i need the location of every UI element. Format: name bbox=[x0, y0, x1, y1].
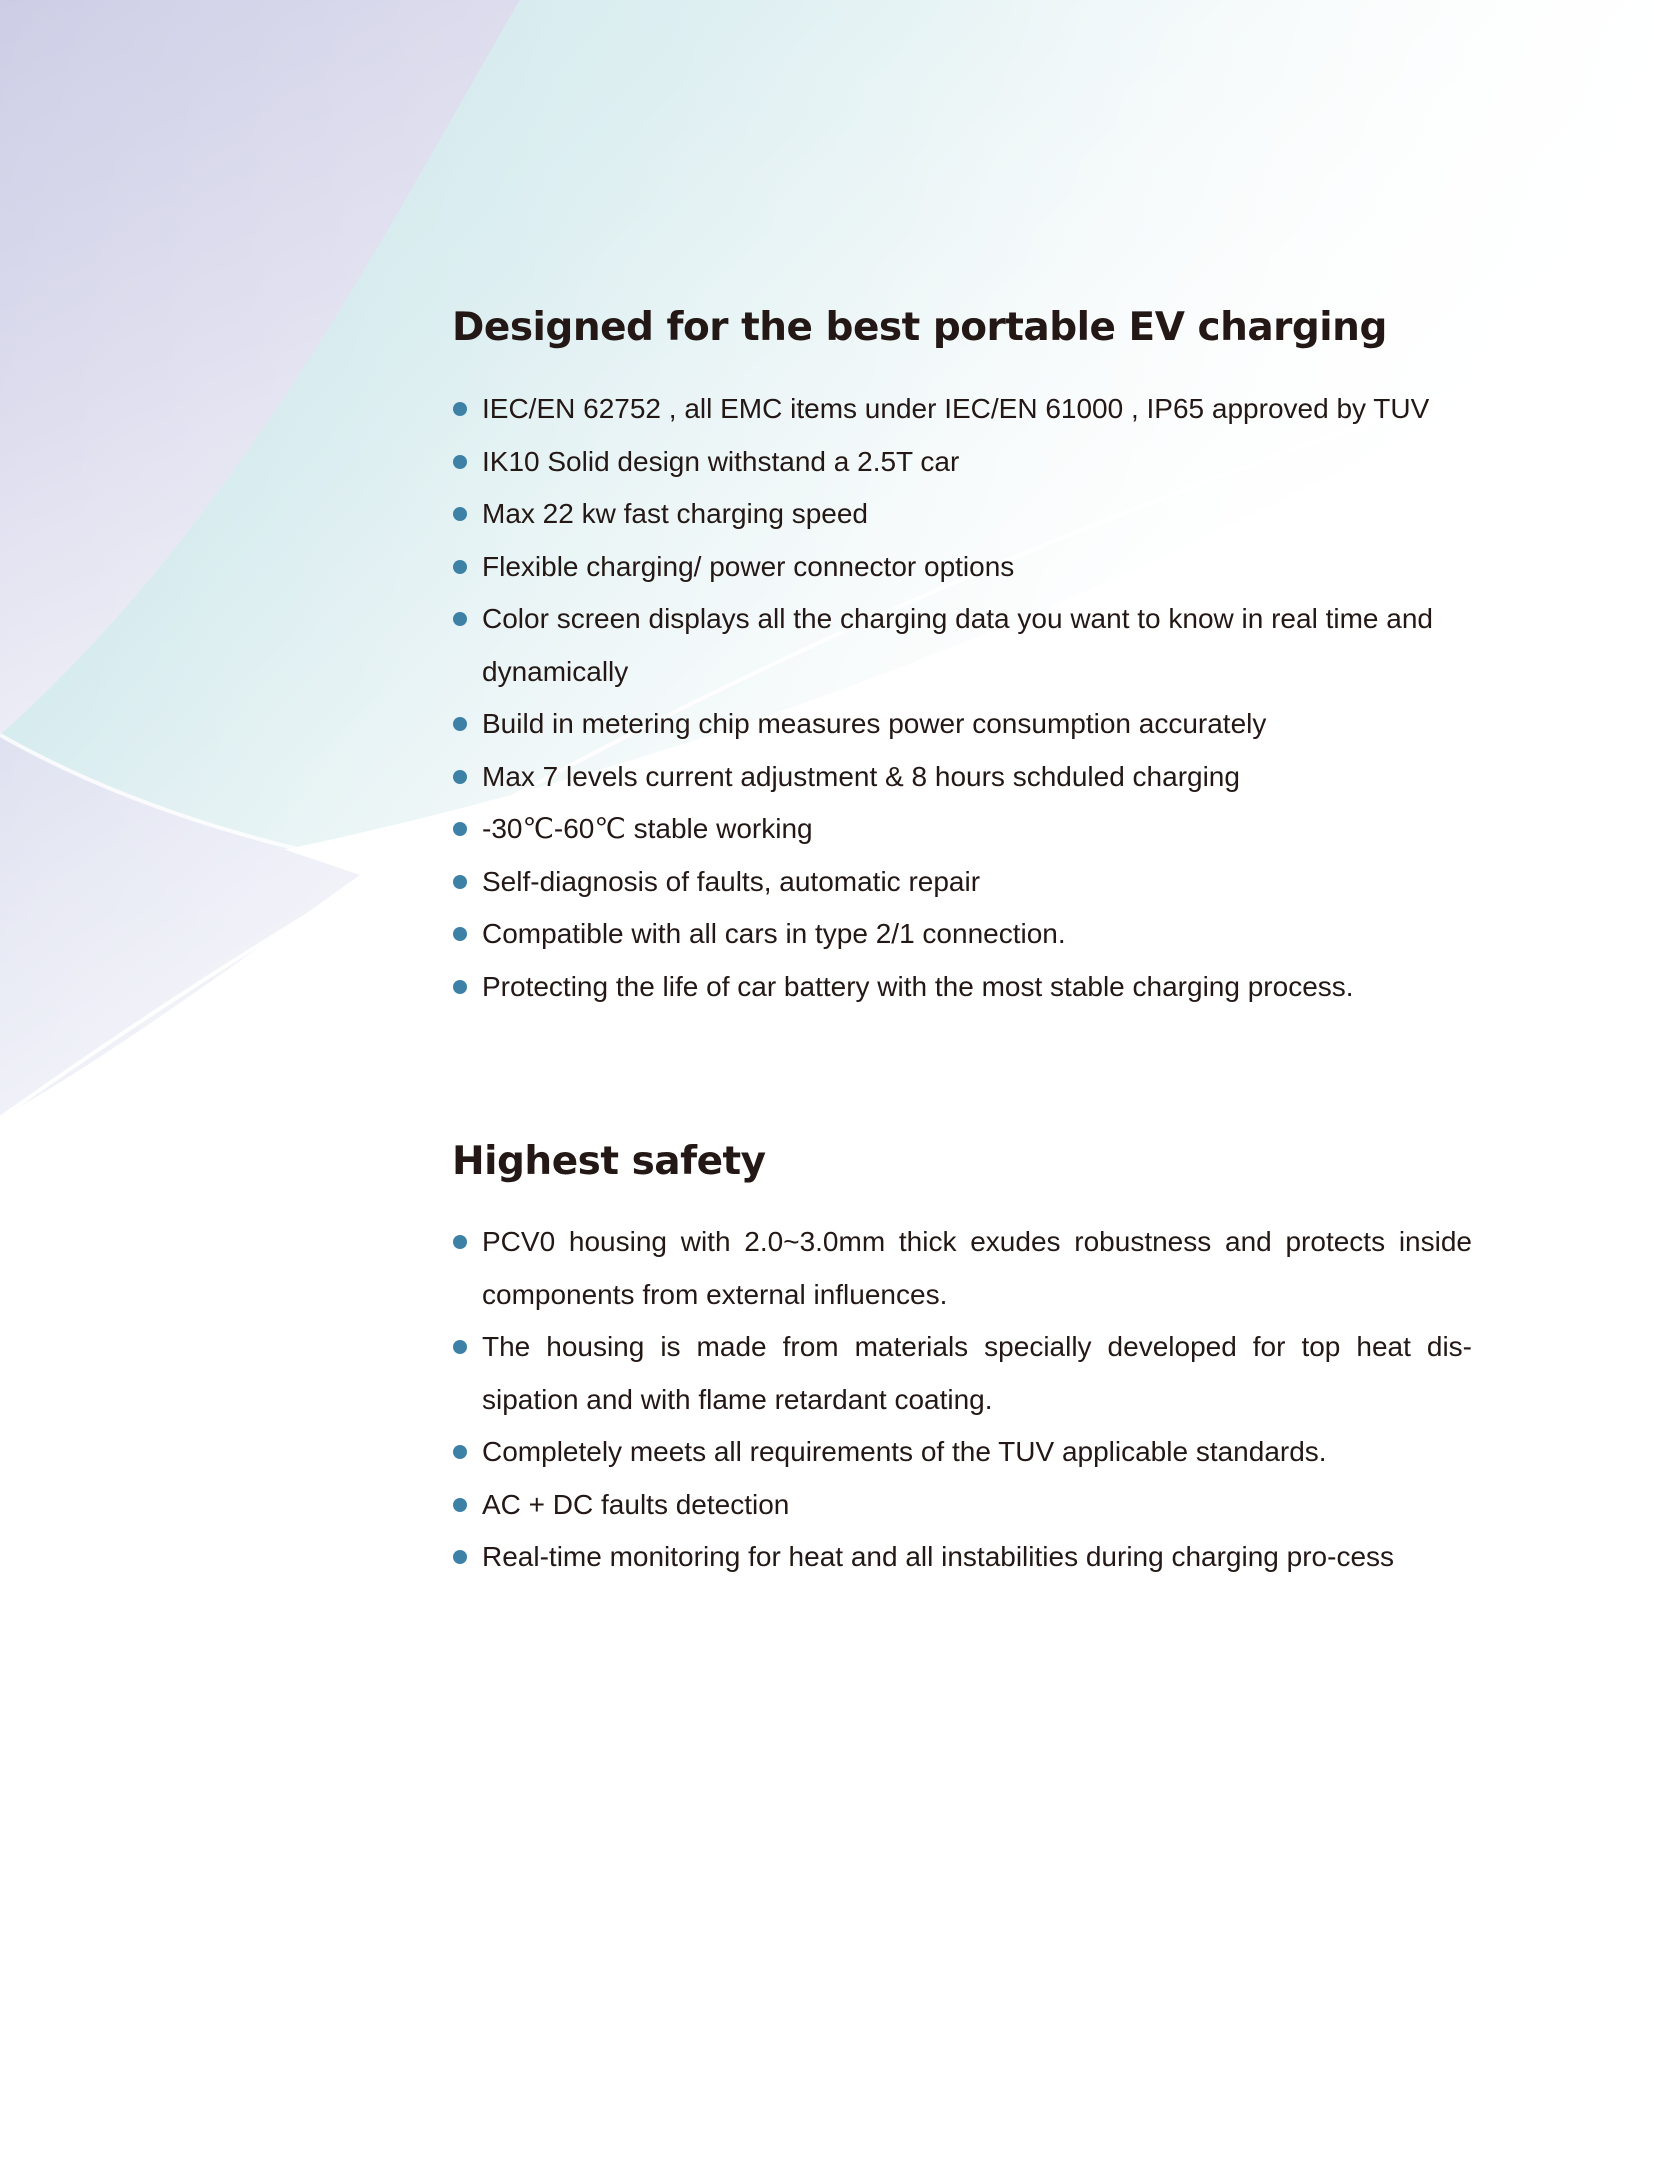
bullet-dot-icon bbox=[453, 980, 467, 994]
list-item: AC + DC faults detection bbox=[452, 1479, 1472, 1532]
list-item: The housing is made from materials specially developed for top heat dis-sipation and with flame retardant coating. bbox=[452, 1321, 1472, 1426]
bullet-dot-icon bbox=[453, 717, 467, 731]
list-item: Color screen displays all the charging data you want to know in real time and dynamically bbox=[452, 593, 1472, 698]
list-item: Completely meets all requirements of the TUV applicable standards. bbox=[452, 1426, 1472, 1479]
bullet-dot-icon bbox=[453, 507, 467, 521]
bullet-dot-icon bbox=[453, 1445, 467, 1459]
bullet-dot-icon bbox=[453, 770, 467, 784]
section-title-design: Designed for the best portable EV charging bbox=[452, 305, 1387, 350]
bullet-dot-icon bbox=[453, 1340, 467, 1354]
list-item: Flexible charging/ power connector options bbox=[452, 541, 1472, 594]
list-item: Compatible with all cars in type 2/1 connection. bbox=[452, 908, 1472, 961]
bullet-dot-icon bbox=[453, 455, 467, 469]
bullet-dot-icon bbox=[453, 927, 467, 941]
bullet-dot-icon bbox=[453, 1550, 467, 1564]
list-item: PCV0 housing with 2.0~3.0mm thick exudes robustness and protects inside components from external influences. bbox=[452, 1216, 1472, 1321]
list-item: -30℃-60℃ stable working bbox=[452, 803, 1472, 856]
bullet-dot-icon bbox=[453, 560, 467, 574]
list-item: Self-diagnosis of faults, automatic repair bbox=[452, 856, 1472, 909]
list-item: Build in metering chip measures power consumption accurately bbox=[452, 698, 1472, 751]
list-item: Real-time monitoring for heat and all instabilities during charging pro-cess bbox=[452, 1531, 1472, 1584]
list-item: IK10 Solid design withstand a 2.5T car bbox=[452, 436, 1472, 489]
bullet-dot-icon bbox=[453, 402, 467, 416]
safety-feature-list bbox=[452, 1216, 1472, 1584]
list-item: Max 22 kw fast charging speed bbox=[452, 488, 1472, 541]
bullet-dot-icon bbox=[453, 875, 467, 889]
bullet-dot-icon bbox=[453, 822, 467, 836]
bullet-dot-icon bbox=[453, 1235, 467, 1249]
bullet-dot-icon bbox=[453, 612, 467, 626]
list-item: IEC/EN 62752 , all EMC items under IEC/EN 61000 , IP65 approved by TUV bbox=[452, 383, 1472, 436]
bullet-dot-icon bbox=[453, 1498, 467, 1512]
section-title-safety: Highest safety bbox=[452, 1139, 766, 1184]
list-item: Protecting the life of car battery with the most stable charging process. bbox=[452, 961, 1472, 1014]
design-feature-list bbox=[452, 383, 1472, 1013]
list-item: Max 7 levels current adjustment & 8 hours schduled charging bbox=[452, 751, 1472, 804]
